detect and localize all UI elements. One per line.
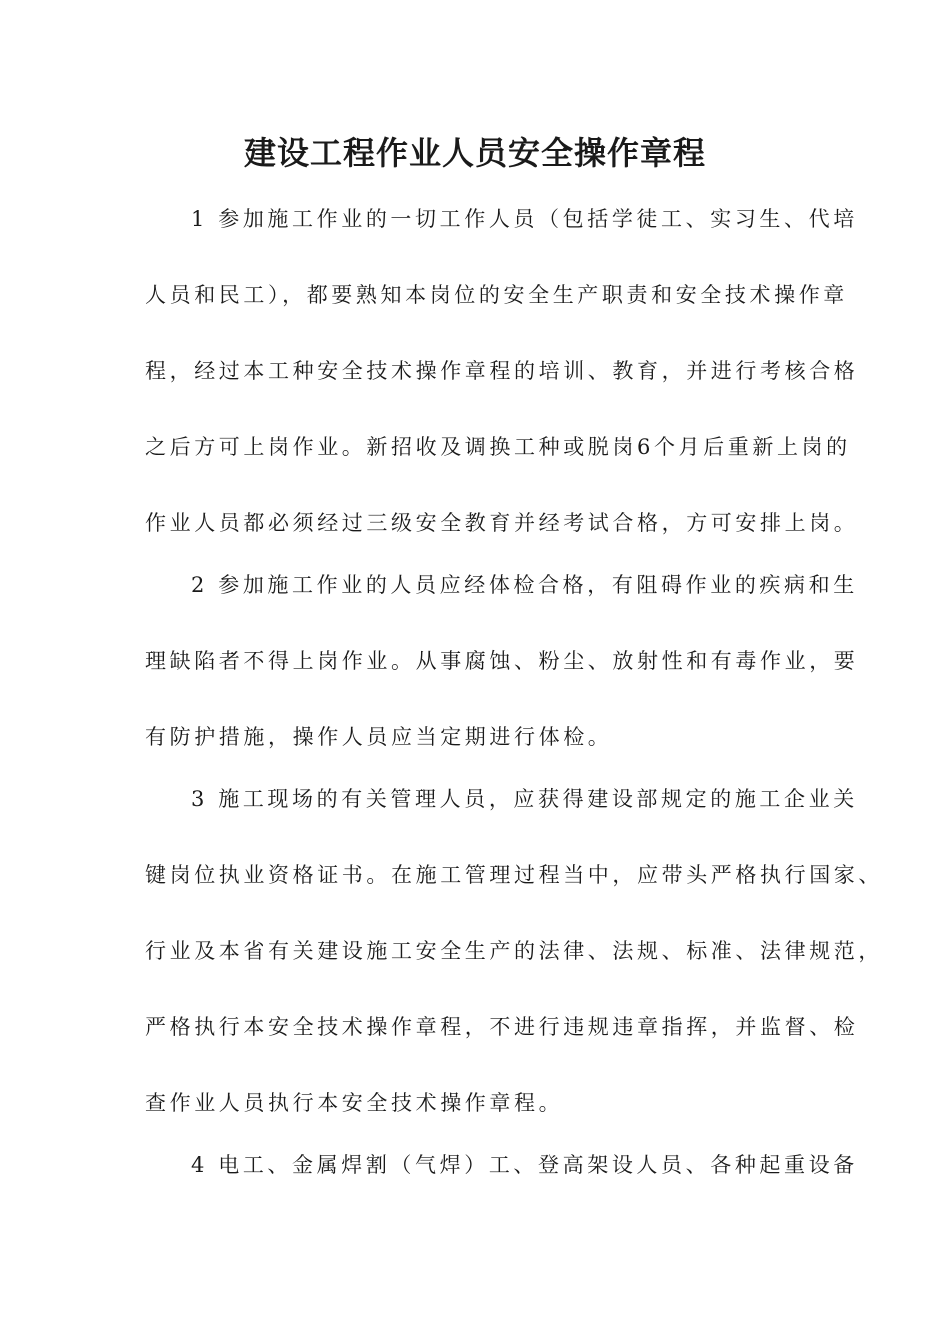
paragraph-2-line-3: 有防护措施，操作人员应当定期进行体检。 [145, 725, 613, 749]
paragraph-1-line-4: 之后方可上岗作业。新招收及调换工种或脱岗6个月后重新上岗的 [145, 435, 851, 459]
paragraph-3-line-3: 行业及本省有关建设施工安全生产的法律、法规、标准、法律规范， [145, 939, 883, 963]
paragraph-1-line-3: 程，经过本工种安全技术操作章程的培训、教育，并进行考核合格 [145, 359, 859, 383]
paragraph-2-line-1: 2 参加施工作业的人员应经体检合格，有阻碍作业的疾病和生 [191, 573, 858, 597]
paragraph-3-line-5: 查作业人员执行本安全技术操作章程。 [145, 1091, 564, 1115]
paragraph-3-line-2: 键岗位执业资格证书。在施工管理过程当中，应带头严格执行国家、 [145, 863, 883, 887]
paragraph-4-line-1: 4 电工、金属焊割（气焊）工、登高架设人员、各种起重设备 [191, 1153, 858, 1177]
paragraph-2-line-2: 理缺陷者不得上岗作业。从事腐蚀、粉尘、放射性和有毒作业，要 [145, 649, 859, 673]
paragraph-3-line-4: 严格执行本安全技术操作章程，不进行违规违章指挥，并监督、检 [145, 1015, 859, 1039]
document-title: 建设工程作业人员安全操作章程 [243, 134, 706, 172]
paragraph-1-line-2: 人员和民工），都要熟知本岗位的安全生产职责和安全技术操作章 [145, 283, 848, 307]
document-body [145, 194, 883, 1216]
paragraph-1-line-5: 作业人员都必须经过三级安全教育并经考试合格，方可安排上岗。 [145, 511, 859, 535]
paragraph-1-line-1: 1 参加施工作业的一切工作人员（包括学徒工、实习生、代培 [191, 207, 858, 231]
paragraph-3-line-1: 3 施工现场的有关管理人员，应获得建设部规定的施工企业关 [191, 787, 858, 811]
